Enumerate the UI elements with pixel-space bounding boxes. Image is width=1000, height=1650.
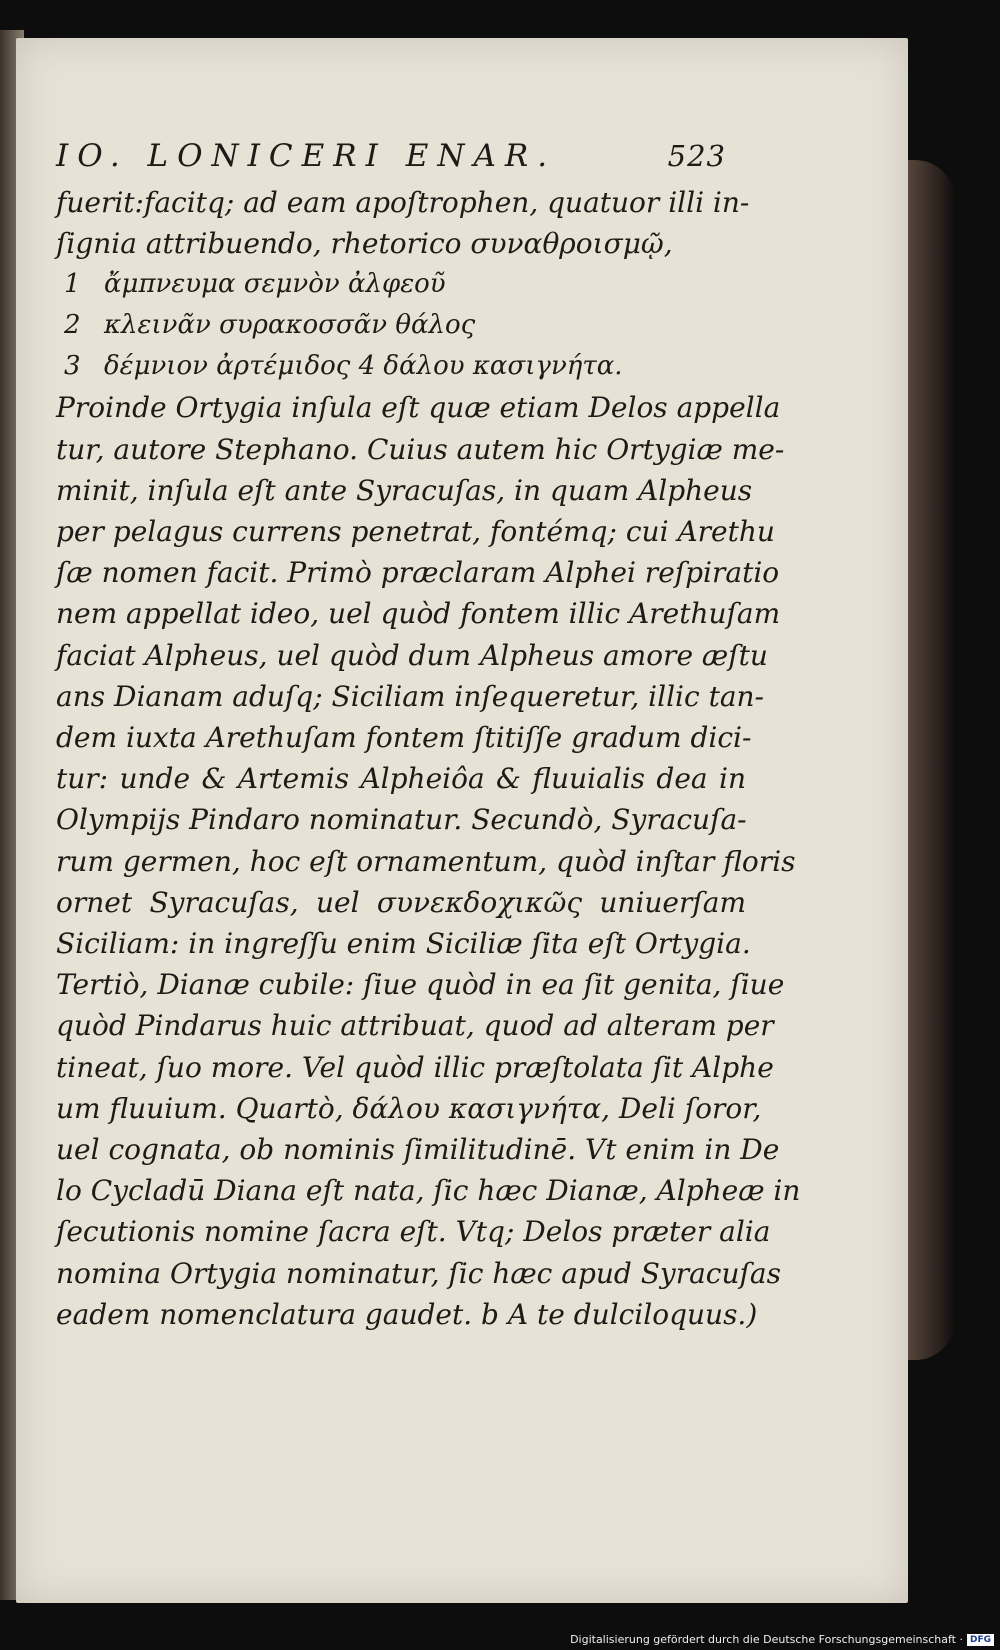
greek-list-item: [56, 346, 746, 387]
page-header: [56, 138, 726, 174]
text-line: Proinde Ortygia inſula eſt quæ etiam Delos appella: [56, 391, 781, 425]
text-line: per pelagus currens penetrat, fontémq; cui Arethu: [56, 515, 775, 549]
text-line: quòd Pindarus huic attribuat, quod ad alteram per: [56, 1009, 774, 1043]
text-line: Siciliam: in ingreſſu enim Siciliæ ſita eſt Ortygia.: [56, 927, 751, 961]
greek-list-item: [56, 305, 746, 346]
list-number: 3: [64, 351, 81, 382]
text-line: rum germen, hoc eſt ornamentum, quòd inſtar floris: [56, 844, 796, 878]
list-number: 1: [64, 269, 81, 300]
text-line: lo Cycladū Diana eſt nata, ſic hæc Dianæ, Alpheæ in: [56, 1174, 801, 1208]
text-line: tur, autore Stephano. Cuius autem hic Ortygiæ me-: [56, 432, 785, 466]
greek-verse: δέμνιον ἀρτέμιδος 4 δάλου κασιγνήτα.: [104, 351, 623, 382]
text-line: ſecutionis nomine ſacra eſt. Vtq; Delos præter alia: [56, 1215, 771, 1249]
greek-list-item: [56, 264, 746, 305]
text-line: um fluuium. Quartò, δάλου κασιγνήτα, Deli ſoror,: [56, 1091, 762, 1125]
text-line: tineat, ſuo more. Vel quòd illic præſtolata ſit Alphe: [56, 1050, 774, 1084]
running-title: IO. LONICERI ENAR.: [56, 138, 557, 174]
greek-verse: κλεινᾶν συρακοσσᾶν θάλος: [104, 310, 476, 341]
text-line: eadem nomenclatura gaudet. b A te dulciloquus.): [56, 1297, 758, 1331]
text-line: faciat Alpheus, uel quòd dum Alpheus amore æſtu: [56, 638, 768, 672]
body-paragraph: [56, 387, 801, 1335]
text-line: Tertiò, Dianæ cubile: ſiue quòd in ea ſit genita, ſiue: [56, 968, 785, 1002]
list-number: 2: [64, 310, 81, 341]
greek-verse: ἄμπνευμα σεμνὸν ἀλφεοῦ: [104, 269, 446, 300]
text-line: dem iuxta Arethuſam fontem ſtitiſſe gradum dici-: [56, 721, 752, 755]
text-line: nomina Ortygia nominatur, ſic hæc apud Syracuſas: [56, 1256, 781, 1290]
text-line: Olympijs Pindaro nominatur. Secundò, Syracuſa-: [56, 803, 747, 837]
page-text: [56, 138, 801, 1335]
text-line: ornet Syracuſas, uel συνεκδοχικῶς uniuerſam: [56, 885, 746, 919]
dfg-logo: DFG: [967, 1634, 994, 1646]
credit-text: Digitalisierung gefördert durch die Deutsche Forschungsgemeinschaft ·: [570, 1633, 963, 1646]
text-line: ſæ nomen facit. Primò præclaram Alphei reſpiratio: [56, 556, 780, 590]
text-line: ans Dianam aduſq; Siciliam inſequeretur, illic tan-: [56, 679, 765, 713]
page-edge-shadow: [905, 160, 955, 1360]
text-line: fuerit:facitq; ad eam apoſtrophen, quatuor illi in-: [56, 186, 750, 219]
text-line: nem appellat ideo, uel quòd fontem illic Arethuſam: [56, 597, 781, 631]
text-line: ſignia attribuendo, rhetorico συναθροισμῷ,: [56, 227, 673, 261]
page-number: 523: [667, 139, 726, 173]
book-page: [16, 38, 908, 1603]
text-line: tur: unde & Artemis Alpheiôa & fluuialis dea in: [56, 762, 746, 796]
text-line: uel cognata, ob nominis ſimilitudinē. Vt enim in De: [56, 1133, 780, 1167]
digitization-credit: [570, 1633, 994, 1646]
text-line: minit, inſula eſt ante Syracuſas, in quam Alpheus: [56, 473, 753, 507]
